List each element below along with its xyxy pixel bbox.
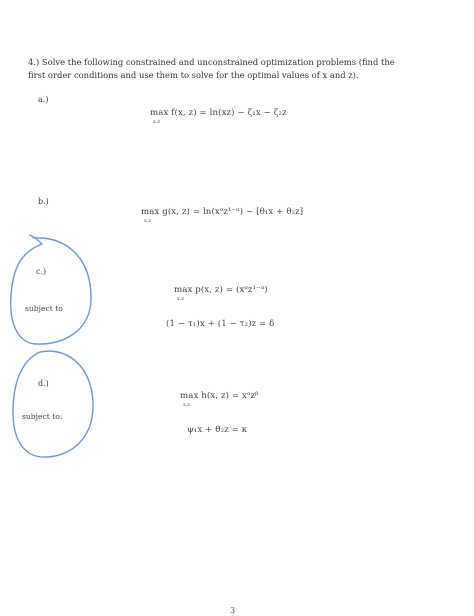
question-line-1: 4.) Solve the following constrained and unconstrained optimization problems (find the bbox=[28, 57, 395, 67]
annotation-circle-part-d bbox=[13, 351, 93, 457]
page-number: 3 bbox=[230, 606, 236, 615]
part-c-max-subscript: x,z bbox=[177, 296, 185, 302]
annotation-circle-part-c bbox=[11, 235, 91, 344]
part-c-constraint: (1 − τ₁)x + (1 − τ₂)z = δ bbox=[166, 319, 275, 329]
part-c-subject-to: subject to bbox=[25, 304, 63, 313]
part-d-constraint: ψ₁x + θ₂z = κ bbox=[187, 425, 248, 435]
part-d-label: d.) bbox=[38, 379, 49, 388]
part-b-label: b.) bbox=[38, 197, 49, 206]
part-b-max-subscript: x,z bbox=[144, 218, 152, 224]
part-d-max-subscript: x,z bbox=[183, 402, 191, 408]
part-a-label: a.) bbox=[38, 95, 49, 104]
part-a-max-subscript: x,z bbox=[153, 119, 161, 125]
part-c-label: c.) bbox=[36, 267, 47, 276]
part-c-objective: max p(x, z) = (xᵅz¹⁻ᵅ) bbox=[174, 285, 268, 295]
part-a-objective: max f(x, z) = ln(xz) − ζ₁x − ζ₂z bbox=[150, 108, 287, 118]
part-d-subject-to: subject to: bbox=[22, 412, 63, 421]
part-b-objective: max g(x, z) = ln(xᵅz¹⁻ᵅ) − [θ₁x + θ₂z] bbox=[141, 207, 304, 217]
question-line-2: first order conditions and use them to solve for the optimal values of x and z). bbox=[28, 70, 359, 80]
part-d-objective: max h(x, z) = xᵅzᵝ bbox=[180, 391, 259, 401]
